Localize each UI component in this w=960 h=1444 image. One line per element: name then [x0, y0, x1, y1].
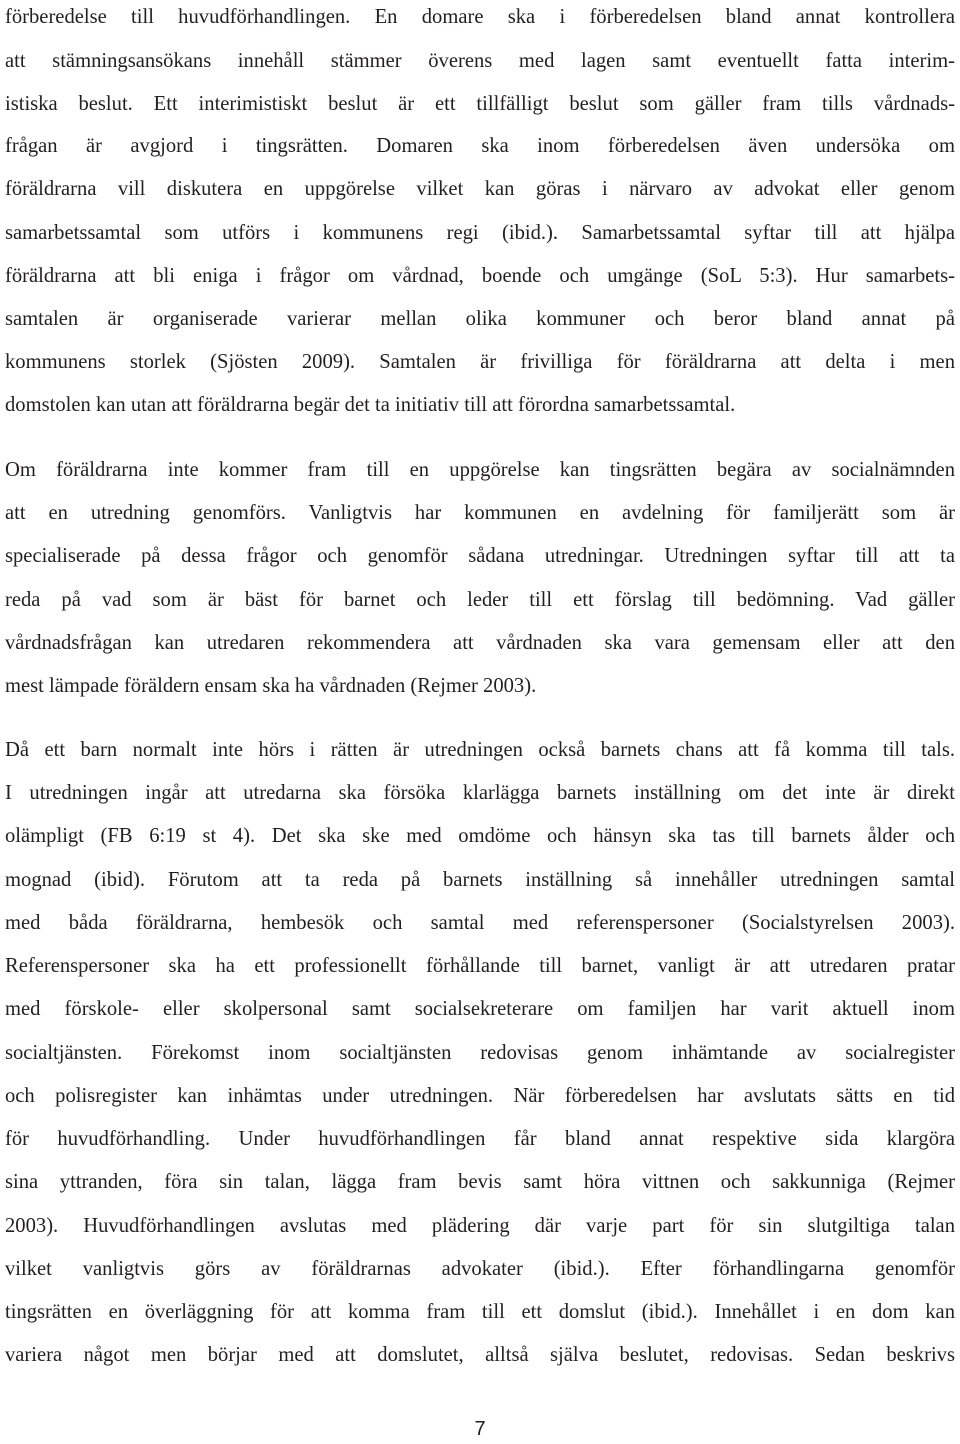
text-line: vårdnadsfrågan kan utredaren rekommendera att vårdnaden ska vara gemensam eller att den [5, 632, 955, 654]
text-line: att en utredning genomförs. Vanligtvis har kommunen en avdelning för familjerätt som är [5, 502, 955, 524]
text-line: sina yttranden, föra sin talan, lägga fram bevis samt höra vittnen och sakkunniga (Rejmer [5, 1171, 955, 1193]
text-line: samtalen är organiserade varierar mellan olika kommuner och beror bland annat på [5, 308, 955, 330]
text-line: variera något men börjar med att domslutet, alltså själva beslutet, redovisas. Sedan beskrivs [5, 1344, 955, 1366]
document-page [5, 0, 955, 1440]
text-line: I utredningen ingår att utredarna ska försöka klarlägga barnets inställning om det inte är direkt [5, 782, 955, 804]
text-line: Referenspersoner ska ha ett professionellt förhållande till barnet, vanligt är att utredaren pratar [5, 955, 955, 977]
text-line: för huvudförhandling. Under huvudförhandlingen får bland annat respektive sida klargöra [5, 1128, 955, 1150]
text-line: mest lämpade föräldern ensam ska ha vårdnaden (Rejmer 2003). [5, 675, 537, 697]
text-line: föräldrarna att bli eniga i frågor om vårdnad, boende och umgänge (SoL 5:3). Hur samarbets- [5, 265, 955, 287]
text-line: domstolen kan utan att föräldrarna begär det ta initiativ till att förordna samarbetssamtal. [5, 394, 736, 416]
text-line: vilket vanligtvis görs av föräldrarnas advokater (ibid.). Efter förhandlingarna genomför [5, 1258, 955, 1280]
text-line: kommunens storlek (Sjösten 2009). Samtalen är frivilliga för föräldrarna att delta i men [5, 351, 955, 373]
text-line: socialtjänsten. Förekomst inom socialtjänsten redovisas genom inhämtande av socialregister [5, 1042, 955, 1064]
text-line: förberedelse till huvudförhandlingen. En domare ska i förberedelsen bland annat kontrollera [5, 6, 955, 28]
page-number: 7 [474, 1418, 486, 1440]
text-line: 2003). Huvudförhandlingen avslutas med plädering där varje part för sin slutgiltiga talan [5, 1215, 955, 1237]
text-line: istiska beslut. Ett interimistiskt beslut är ett tillfälligt beslut som gäller fram tills vårdnads- [5, 93, 955, 115]
text-line: Då ett barn normalt inte hörs i rätten är utredningen också barnets chans att få komma till tals. [5, 739, 955, 761]
text-line: samarbetssamtal som utförs i kommunens regi (ibid.). Samarbetssamtal syftar till att hjälpa [5, 222, 955, 244]
text-line: Om föräldrarna inte kommer fram till en uppgörelse kan tingsrätten begära av socialnämnden [5, 459, 955, 481]
text-line: föräldrarna vill diskutera en uppgörelse vilket kan göras i närvaro av advokat eller genom [5, 178, 955, 200]
text-line: olämpligt (FB 6:19 st 4). Det ska ske med omdöme och hänsyn ska tas till barnets ålder och [5, 825, 955, 847]
text-line: tingsrätten en överläggning för att komma fram till ett domslut (ibid.). Innehållet i en dom kan [5, 1301, 955, 1323]
text-line: reda på vad som är bäst för barnet och leder till ett förslag till bedömning. Vad gäller [5, 589, 955, 611]
text-line: med förskole- eller skolpersonal samt socialsekreterare om familjen har varit aktuell inom [5, 998, 955, 1020]
text-line: mognad (ibid). Förutom att ta reda på barnets inställning så innehåller utredningen samtal [5, 869, 955, 891]
text-line: att stämningsansökans innehåll stämmer överens med lagen samt eventuellt fatta interim- [5, 50, 955, 72]
text-line: med båda föräldrarna, hembesök och samtal med referenspersoner (Socialstyrelsen 2003). [5, 912, 955, 934]
text-line: specialiserade på dessa frågor och genomför sådana utredningar. Utredningen syftar till att ta [5, 545, 955, 567]
text-line: frågan är avgjord i tingsrätten. Domaren ska inom förberedelsen även undersöka om [5, 135, 955, 157]
text-line: och polisregister kan inhämtas under utredningen. När förberedelsen har avslutats sätts en tid [5, 1085, 955, 1107]
